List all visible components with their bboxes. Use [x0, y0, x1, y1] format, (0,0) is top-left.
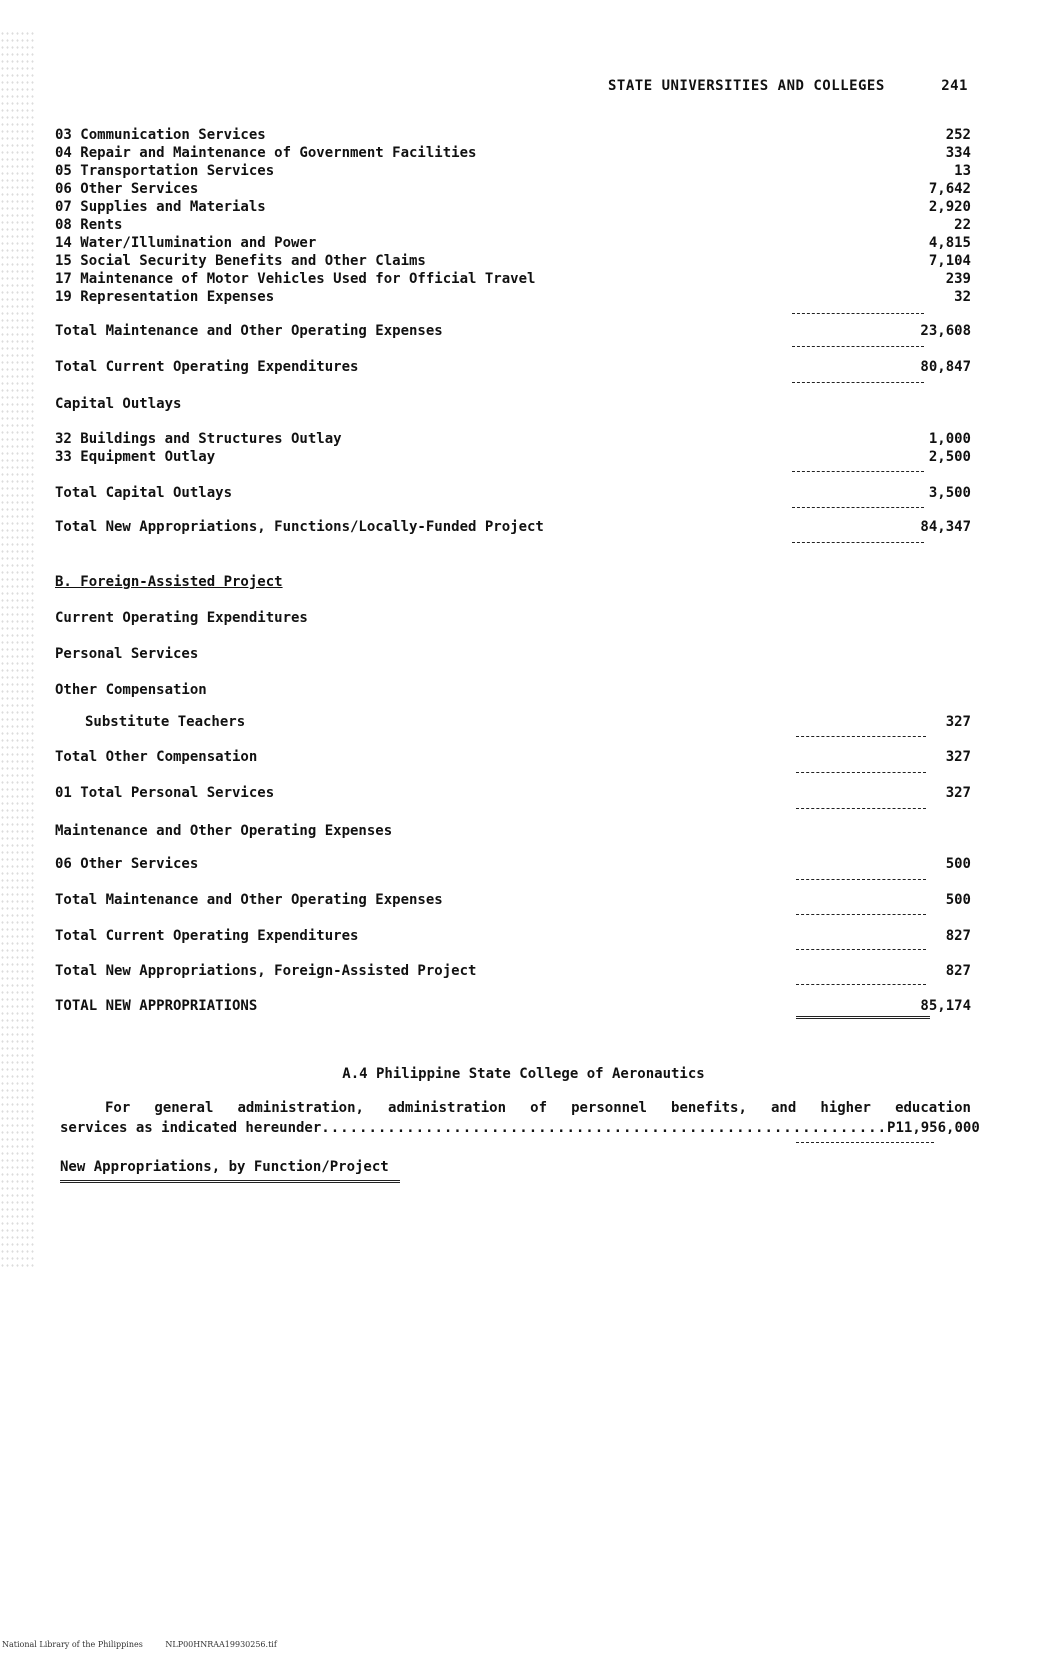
section-b-heading: B. Foreign-Assisted Project	[55, 574, 283, 590]
list-item	[55, 144, 971, 162]
total-amount: 827	[945, 928, 971, 944]
section-heading	[55, 645, 971, 663]
para-word: administration	[388, 1100, 507, 1116]
ps-heading: Personal Services	[55, 646, 199, 662]
footer-file: NLP00HNRAA19930256.tif	[165, 1640, 277, 1649]
list-item	[55, 855, 971, 873]
list-item	[55, 713, 971, 731]
section-heading	[60, 1158, 976, 1176]
total-label: Total Maintenance and Other Operating Expenses	[55, 892, 443, 908]
a4-title: A.4 Philippine State College of Aeronautics	[342, 1066, 705, 1082]
total-row	[55, 748, 971, 766]
total-amount: 500	[945, 892, 971, 908]
a4-amount: 11,956,000	[895, 1120, 980, 1136]
total-label: Total Capital Outlays	[55, 485, 233, 501]
item-label: 04 Repair and Maintenance of Government Facilities	[55, 145, 477, 161]
list-item	[55, 216, 971, 234]
total-amount: 80,847	[920, 359, 971, 375]
item-amount: 2,920	[928, 199, 971, 215]
total-row	[55, 891, 971, 909]
item-amount: 32	[954, 289, 971, 305]
total-label: Total Maintenance and Other Operating Expenses	[55, 323, 443, 339]
item-label: 06 Other Services	[55, 181, 199, 197]
item-amount: 327	[945, 714, 971, 730]
subtotal-rule	[792, 382, 924, 383]
para-word: education	[895, 1100, 971, 1116]
para-word: general	[154, 1100, 214, 1116]
item-label: 06 Other Services	[55, 856, 199, 872]
list-item	[55, 288, 971, 306]
list-item	[55, 198, 971, 216]
item-amount: 2,500	[928, 449, 971, 465]
capital-heading: Capital Outlays	[55, 396, 182, 412]
section-heading	[55, 395, 971, 413]
total-label: Total Other Compensation	[55, 749, 258, 765]
item-amount: 4,815	[928, 235, 971, 251]
total-row	[55, 962, 971, 980]
item-label: 14 Water/Illumination and Power	[55, 235, 317, 251]
section-heading	[55, 681, 971, 699]
total-label: Total Current Operating Expenditures	[55, 359, 359, 375]
total-row	[55, 484, 971, 502]
total-row	[55, 358, 971, 376]
running-head-title: STATE UNIVERSITIES AND COLLEGES	[608, 78, 885, 94]
list-item	[55, 430, 971, 448]
item-amount: 13	[954, 163, 971, 179]
grand-total-amount: 85,174	[920, 998, 971, 1014]
item-label: 32 Buildings and Structures Outlay	[55, 431, 342, 447]
item-label: 05 Transportation Services	[55, 163, 275, 179]
grand-total-row	[55, 997, 971, 1015]
total-amount: 327	[945, 749, 971, 765]
total-amount: 23,608	[920, 323, 971, 339]
a4-subheading: New Appropriations, by Function/Project	[60, 1159, 389, 1175]
grand-total-double-rule	[796, 1016, 930, 1019]
list-item	[55, 126, 971, 144]
list-item	[55, 234, 971, 252]
para-word: For	[105, 1100, 131, 1116]
scan-edge-noise	[0, 30, 34, 1270]
para-word: of	[530, 1100, 547, 1116]
a4-paragraph-line1	[105, 1100, 971, 1116]
footer	[2, 1640, 277, 1649]
footer-library: National Library of the Philippines	[2, 1640, 143, 1649]
subtotal-rule	[792, 313, 924, 314]
para-word: personnel	[571, 1100, 647, 1116]
subtotal-rule	[796, 914, 926, 915]
subheading-double-rule	[60, 1180, 400, 1183]
list-item	[55, 252, 971, 270]
total-row	[55, 927, 971, 945]
list-item	[55, 162, 971, 180]
leader-dots: ............................................................	[321, 1120, 888, 1136]
total-label: Total Current Operating Expenditures	[55, 928, 359, 944]
para-word: and	[771, 1100, 797, 1116]
total-label: Total New Appropriations, Foreign-Assisted Project	[55, 963, 477, 979]
list-item	[55, 180, 971, 198]
subtotal-rule	[796, 984, 926, 985]
item-label: 08 Rents	[55, 217, 123, 233]
total-amount: 327	[945, 785, 971, 801]
subtotal-rule	[796, 808, 926, 809]
item-label: Substitute Teachers	[85, 714, 246, 730]
item-label: 19 Representation Expenses	[55, 289, 275, 305]
total-row	[55, 518, 971, 536]
total-row	[55, 784, 971, 802]
item-amount: 239	[945, 271, 971, 287]
para-word: benefits,	[671, 1100, 747, 1116]
item-label: 15 Social Security Benefits and Other Claims	[55, 253, 426, 269]
subtotal-rule	[792, 346, 924, 347]
subtotal-rule	[792, 507, 924, 508]
total-amount: 3,500	[928, 485, 971, 501]
item-label: 07 Supplies and Materials	[55, 199, 266, 215]
item-amount: 7,642	[928, 181, 971, 197]
para-word: administration,	[237, 1100, 364, 1116]
item-label: 33 Equipment Outlay	[55, 449, 216, 465]
total-label: 01 Total Personal Services	[55, 785, 275, 801]
total-amount: 84,347	[920, 519, 971, 535]
subtotal-rule	[796, 949, 926, 950]
item-amount: 334	[945, 145, 971, 161]
list-item	[55, 270, 971, 288]
oc-heading: Other Compensation	[55, 682, 207, 698]
mooe-heading: Maintenance and Other Operating Expenses	[55, 823, 393, 839]
amount-rule	[796, 1142, 934, 1143]
item-amount: 1,000	[928, 431, 971, 447]
item-amount: 7,104	[928, 253, 971, 269]
total-amount: 827	[945, 963, 971, 979]
section-heading	[55, 573, 971, 591]
running-head	[608, 78, 968, 94]
total-label: Total New Appropriations, Functions/Locally-Funded Project	[55, 519, 544, 535]
subtotal-rule	[792, 471, 924, 472]
item-amount: 22	[954, 217, 971, 233]
item-label: 03 Communication Services	[55, 127, 266, 143]
subtotal-rule	[796, 772, 926, 773]
currency-symbol: P	[887, 1120, 896, 1136]
item-amount: 252	[945, 127, 971, 143]
page-number: 241	[941, 78, 968, 94]
subtotal-rule	[796, 879, 926, 880]
section-heading	[55, 822, 971, 840]
total-row	[55, 322, 971, 340]
subtotal-rule	[792, 542, 924, 543]
grand-total-label: TOTAL NEW APPROPRIATIONS	[55, 998, 258, 1014]
a4-paragraph-line2	[60, 1120, 980, 1136]
item-label: 17 Maintenance of Motor Vehicles Used for Official Travel	[55, 271, 536, 287]
list-item	[55, 448, 971, 466]
current-heading: Current Operating Expenditures	[55, 610, 308, 626]
para-line2-text: services as indicated hereunder	[60, 1120, 322, 1136]
subtotal-rule	[796, 736, 926, 737]
section-heading	[55, 609, 971, 627]
para-word: higher	[820, 1100, 871, 1116]
item-amount: 500	[945, 856, 971, 872]
